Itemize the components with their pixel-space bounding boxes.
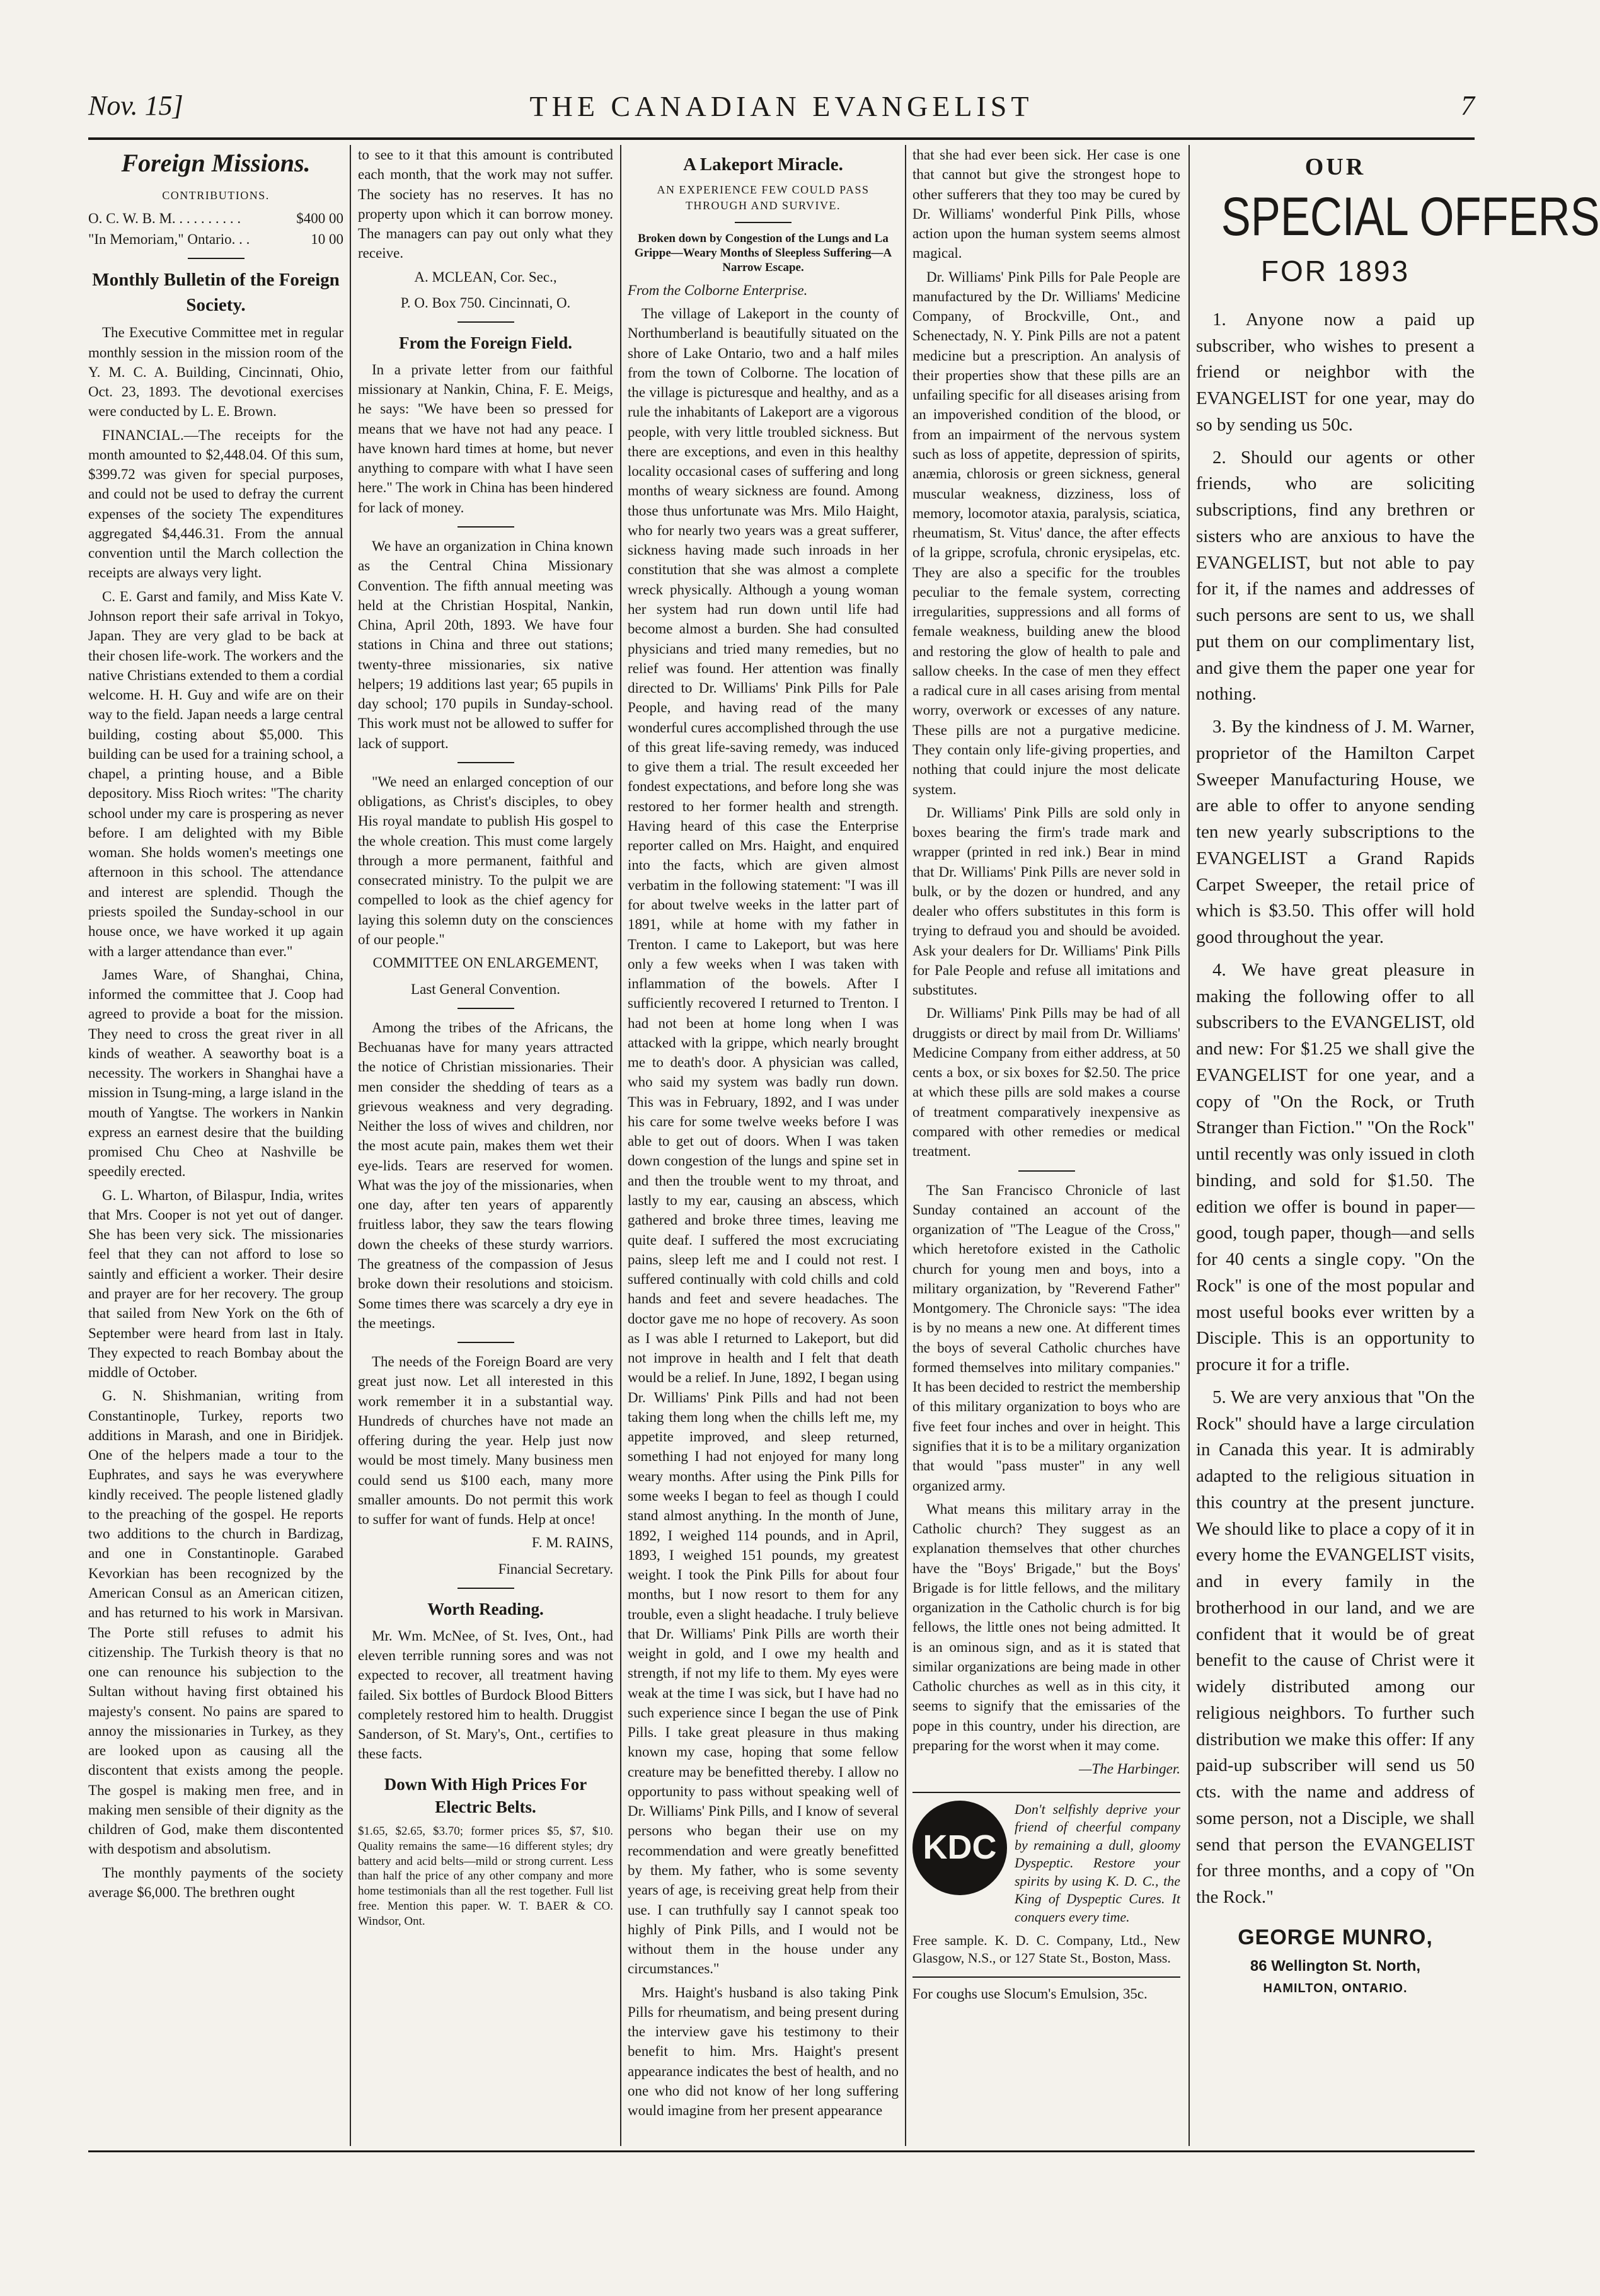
- column-lakeport-miracle: [628, 145, 899, 2146]
- article-title-bulletin: Monthly Bulletin of the Foreign Society.: [92, 270, 340, 315]
- offer-item: 1. Anyone now a paid up subscriber, who wishes to present a friend or neighbor with the EVANGELIST for one year, may do so by sending us 50c.: [1196, 309, 1475, 435]
- offer-item: 3. By the kindness of J. M. Warner, proprietor of the Hamilton Carpet Sweeper Manufacturing House, we are able to offer to anyone sending ten new yearly subscriptions to the EVANGELIST a Grand Rapids Carpet Sweeper, the retail price of which is $3.50. This offer will hold good throughout the year.: [1196, 717, 1475, 948]
- paragraph: to see to it that this amount is contributed each month, that the work may not suffer. The society has no reserves. It has no property upon which it can borrow money. The managers can pay out only what they receive.: [358, 147, 613, 262]
- contribution-row: "In Memoriam," Ontario. . . 10 00: [88, 231, 343, 248]
- paragraph: The Executive Committee met in regular monthly session in the mission room of the Y. M. C. A. Building, Cincinnati, Ohio, Oct. 23, 1893. The devotional exercises were conducted by L. E. Brown.: [88, 325, 343, 420]
- paragraph: The monthly payments of the society average $6,000. The brethren ought: [88, 1864, 343, 1900]
- paragraph: C. E. Garst and family, and Miss Kate V. Johnson report their safe arrival in Tokyo, Japan. They are very glad to be back at their chosen life-work. The workers and the native Christians extended to them a cordial welcome. H. H. Guy and wife are on their way to the field. Japan needs a large central building, costing about $5,000. This building can be used for a training school, a chapel, a printing house, and a Bible depository. Miss Rioch writes: "The charity school under my care is prospering as never before. I am delighted with my Bible woman. She holds women's meetings one afternoon in this school. The attendance and interest are splendid. Though the priests spoiled the Sunday-school in our house once, we have worked it up again with a larger attendance than ever.": [88, 588, 343, 959]
- signature-mclean: A. MCLEAN, Cor. Sec.,: [414, 268, 557, 285]
- contributions-title: CONTRIBUTIONS.: [162, 189, 270, 202]
- offers-heading-year: FOR 1893: [1260, 254, 1410, 287]
- paragraph: FINANCIAL.—The receipts for the month amounted to $2,448.04. Of this sum, $399.72 was given for special purposes, and could not be used to defray the current expenses of the society The expenditures aggregated $4,446.31. From the annual convention until the March collection the receipts are always very light.: [88, 427, 343, 581]
- paragraph: We have an organization in China known as the Central China Missionary Convention. The fifth annual meeting was held at the Christian Hospital, Nankin, China, April 20th, 1893. We have four stations in China and three out stations; twenty-three missionaries, six native helpers; 19 additions last year; 65 pupils in day school; 170 pupils in Sunday-school. This work must not be allowed to suffer for lack of support.: [358, 538, 613, 751]
- divider: [458, 762, 514, 763]
- section-heading-foreign-missions: Foreign Missions.: [121, 149, 311, 177]
- paragraph: Mr. Wm. McNee, of St. Ives, Ont., had eleven terrible running sores and was not expected to recover, all treatment having failed. Six bottles of Burdock Blood Bitters completely restored him to health. Druggist Sanderson, of St. Mary's, Ont., certifies to these facts.: [358, 1627, 613, 1762]
- column-rule: [1188, 145, 1190, 2146]
- paragraph: "We need an enlarged conception of our obligations, as Christ's disciples, to obey His royal mandate to publish His gospel to the whole creation. This must come largely through a more permanent, faithful and consecrated ministry. To the pulpit we are compelled to look as the chief agency for laying this solemn duty on the consciences of our people.": [358, 773, 613, 948]
- divider: [188, 258, 245, 259]
- offer-item: 4. We have great pleasure in making the following offer to all subscribers to the EVANGELIST, old and new: For $1.25 we shall give the EVANGELIST for one year, and a copy of "On the Rock, or Truth Stranger than Fiction." "On the Rock" until recently was only issued in cloth binding, and sold for $1.50. The edition we offer is bound in paper—good, tough paper, though—and sells for 40 cents a single copy. "On the Rock" is one of the most popular and most useful books ever written by a Disciple. This is an opportunity to procure it for a trifle.: [1196, 959, 1475, 1375]
- paragraph: Dr. Williams' Pink Pills are sold only in boxes bearing the firm's trade mark and wrapper (printed in red ink.) Bear in mind that Dr. Williams' Pink Pills are never sold in bulk, or by the dozen or hundred, and any dealer who offers substitutes in this form is trying to defraud you and should be avoided. Ask your dealers for Dr. Williams' Pink Pills for Pale People and refuse all imitations and substitutes.: [912, 804, 1180, 998]
- newspaper-title: THE CANADIAN EVANGELIST: [529, 90, 1033, 122]
- ad-electric-belts: $1.65, $2.65, $3.70; former prices $5, $7, $10. Quality remains the same—16 different styles; dry battery and acid belts—mild or strong current. Less than half the price of any other company and more home testimonials than all the rest together. Full list free. Mention this paper. W. T. BAER & CO. Windsor, Ont.: [358, 1825, 613, 1928]
- paragraph: The needs of the Foreign Board are very great just now. Let all interested in this work remember it in a substantial way. Hundreds of churches have not made an offering during the year. Help just now would be most timely. Many business men could send us $100 each, many more smaller amounts. Do not permit this work to suffer for want of funds. Help at once!: [358, 1354, 613, 1528]
- divider: [735, 222, 791, 223]
- divider: [458, 1008, 514, 1009]
- offers-heading-special: SPECIAL OFFERS: [1221, 186, 1600, 247]
- ad-kdc: [912, 1792, 1180, 1927]
- column-rule: [620, 145, 621, 2146]
- paragraph: In a private letter from our faithful missionary at Nankin, China, F. E. Meigs, he says: "We have been so pressed for means that we have not had any peace. I have known hard times at home, but never anything to compare with what I have seen here." The work in China has been hindered for lack of money.: [358, 361, 613, 516]
- offer-item: 2. Should our agents or other friends, who are soliciting subscriptions, find any brethren or sisters who are anxious to have the EVANGELIST, but not able to pay for it, if the names and addresses of such persons are sent to us, we shall put them on our complimentary list, and give them the paper one year for nothing.: [1196, 447, 1475, 705]
- paragraph: G. L. Wharton, of Bilaspur, India, writes that Mrs. Cooper is not yet out of danger. She has been very sick. The missionaries feel that they can not afford to lose so saintly and efficient a worker. Their desire and prayer are for her recovery. The group that sailed from New York on the 6th of September were heard from last in Italy. They expected to reach Bombay about the middle of October.: [88, 1187, 343, 1381]
- publisher-name: GEORGE MUNRO,: [1238, 1925, 1433, 1949]
- offers-heading-our: OUR: [1304, 154, 1366, 180]
- kdc-logo-icon: KDC: [912, 1801, 1007, 1895]
- article-deck: Broken down by Congestion of the Lungs and La Grippe—Weary Months of Sleepless Suffering—A Narrow Escape.: [634, 232, 892, 274]
- column-foreign-field: [358, 145, 613, 2146]
- divider: [458, 321, 514, 323]
- kdc-ad-text: Don't selfishly deprive your friend of cheerful company by remaining a dull, gloomy Dyspeptic. Restore your spirits by using K. D. C., the King of Dyspeptic Cures. It conquers every time.: [1015, 1801, 1180, 1925]
- paragraph: Among the tribes of the Africans, the Bechuanas have for many years attracted the notice of Christian missionaries. Their men consider the shedding of tears as a grievous weakness and very degrading. Neither the loss of wives and children, nor the most acute pain, makes them wet their eye-lids. Tears are reserved for women. What was the joy of the missionaries, when one day, after ten years of apparently fruitless labor, they saw the tears flowing down the cheeks of these sturdy warriors. The greatness of the compassion of Jesus broke down their resolutions and stoicism. Some times there was scarcely a dry eye in the meetings.: [358, 1019, 613, 1331]
- paragraph: The village of Lakeport in the county of Northumberland is beautifully situated on the shore of Lake Ontario, two and a half miles from the town of Colborne. The location of the village is picturesque and healthy, and as a rule the inhabitants of Lakeport are a vigorous people, with very little troubled sickness. But there are exceptions, and even in this healthy locality occasional cases of suffering and long months of weary sickness are found. Among those thus unfortunate was Mrs. Milo Haight, who for nearly two years was a great sufferer, sickness having made such inroads in her constitution that she was almost a complete wreck physically. Although a young woman her system had run down until life had become almost a burden. She had consulted physicians and tried many remedies, but no relief was found. Her attention was finally directed to Dr. Williams' Pink Pills for Pale People, and having read of the many wonderful cures accomplished through the use of this great life-saving remedy, was induced to give them a trial. The result exceeded her fondest expectations, and before long she was restored to her former health and strength. Having heard of this case the Enterprise reporter called on Mrs. Haight, and enquired into the facts, which are given almost verbatim in the following statement: "I was ill for about twelve weeks in the latter part of 1891, while at home with my father in Trenton. I came to Lakeport, but was here only a few weeks when I was taken with inflammation of the bowels. After I sufficiently recovered I returned to Trenton. I had not been at home long when I was attacked with la grippe, which nearly brought me to death's door. A physician was called, who said my system was badly run down. This was in February, 1892, and I was under his care for some twelve weeks before I was able to get out of doors. When I was taken down congestion of the lungs and spine set in and then the trouble went to my throat, and lastly to my ear, causing an abscess, which gathered and broke three times, leaving me quite deaf. I suffered the most excruciating pains, sleep left me and I could not rest. I suffered continually with cold chills and cold hands and feet and severe headaches. The doctor gave me no hope of recovery. As soon as I was able I returned to Lakeport, but did not improve in health and I felt that death would be a relief. In June, 1892, I began using Dr. Williams' Pink Pills and had not been taking them long when the chills left me, my appetite improved, and sleep returned, something I had not enjoyed for many long weary months. After using the Pink Pills for some weeks I began to feel as though I could stand almost anything. In the month of June, 1892, I weighed 114 pounds, and in April, 1893, I weighed 151 pounds, my greatest weight. I took the Pink Pills for about four months, but I now resort to them for any trouble, even a slight headache. I truly believe that Dr. Williams' Pink Pills are worth their weight in gold, and I owe my health and strength, if not my life to them. My eyes were weak at the time I was sick, but I have had no such experience since I began the use of Pink Pills. I take great pleasure in thus making known my case, hoping that some fellow creature may be benefitted thereby. I allow no opportunity to pass without speaking well of Dr. Williams' Pink Pills, and I know of several persons who began their use on my recommendation and were greatly benefitted by them. My father, who is some seventy years of age, is receiving great help from their use. I can truthfully say I cannot speak too highly of Pink Pills, and I would not be without them in the house under any circumstances.": [628, 306, 899, 1977]
- divider: [458, 1342, 514, 1343]
- paragraph: G. N. Shishmanian, writing from Constantinople, Turkey, reports two additions in Marash, and one in Biridjek. One of the helpers made a tour to the Euphrates, and says he was everywhere kindly received. The people listened gladly to the preaching of the gospel. He reports two additions to the church in Bardizag, and one in Constantinople. Garabed Kevorkian has been recognized by the American Consul as an American citizen, and has returned to his work in Marsivan. The Porte still refuses to admit his citizenship. The Turkish theory is that no one can renounce his subjection to the Sultan without having first obtained his majesty's consent. No pains are spared to annoy the missionaries in Turkey, as they are looked upon as causing all the discontent that exists among the people. The gospel is making men free, and in making men sensible of their dignity as the children of God, make them discontented with despotism and absolutism.: [88, 1388, 343, 1857]
- signature-rains-title: Financial Secretary.: [498, 1560, 613, 1577]
- issue-date: Nov. 15]: [88, 90, 183, 121]
- paragraph: Dr. Williams' Pink Pills for Pale People are manufactured by the Dr. Williams' Medicine Company, of Brockville, Ont., and Schenectady, N. Y. Pink Pills are not a patent medicine but a prescription. An analysis of their properties show that these pills are an unfailing specific for all diseases arising from an impoverished condition of the blood, or from an impairment of the nervous system such as loss of appetite, depression of spirits, anæmia, chlorosis or green sickness, general muscular weakness, dizziness, loss of memory, locomotor ataxia, paralysis, sciatica, rheumatism, St. Vitus' dance, the after effects of la grippe, scrofula, chronic erysipelas, etc. They are also a specific for the troubles peculiar to the female system, correcting irregularities, suppressions and all forms of female weakness, building anew the blood and restoring the glow of health to pale and sallow cheeks. In the case of men they effect a radical cure in all cases arising from mental worry, overwork or excesses of any nature. These pills are not a purgative medicine. They contain only life-giving properties, and nothing that could injure the most delicate system.: [912, 268, 1180, 797]
- publisher-city: HAMILTON, ONTARIO.: [1263, 1982, 1408, 1996]
- signature-rains: F. M. RAINS,: [531, 1535, 613, 1551]
- divider: [458, 1588, 514, 1589]
- paragraph: Mrs. Haight's husband is also taking Pink Pills for rheumatism, and being present during the interview gave his testimony to their benefit to him. Mrs. Haight's present appearance indicates the best of health, and no one who did not know of her long suffering would imagine from her present appearance: [628, 1984, 899, 2119]
- committee-subtitle: Last General Convention.: [411, 981, 560, 997]
- publisher-address: 86 Wellington St. North,: [1250, 1957, 1421, 1975]
- column-pink-pills: [912, 145, 1180, 2146]
- article-subtitle: AN EXPERIENCE FEW COULD PASS THROUGH AND SURVIVE.: [657, 183, 870, 212]
- column-special-offers: [1196, 145, 1600, 2146]
- contribution-row: O. C. W. B. M. . . . . . . . . . $400 00: [88, 210, 343, 226]
- masthead-rule: [88, 137, 1475, 140]
- page-number: 7: [1461, 90, 1475, 121]
- committee-signature: COMMITTEE ON ENLARGEMENT,: [372, 955, 599, 971]
- ad-title-electric-belts: Down With High Prices For Electric Belts.: [384, 1774, 587, 1817]
- ad-slocum: [912, 1976, 1180, 2004]
- signature-address: P. O. Box 750. Cincinnati, O.: [400, 294, 571, 311]
- article-title-worth-reading: Worth Reading.: [427, 1599, 544, 1618]
- paragraph: James Ware, of Shanghai, China, informed the committee that J. Coop had agreed to provide a boat for the mission. They need to cross the great river in all kinds of weather. A seaworthy boat is a necessity. The workers in Shanghai have a mission in Tsung-ming, a large island in the mouth of Yangtse. The workers in Nankin express an earnest desire that the building promised Chu Cheo at Nashville be speedily erected.: [88, 966, 343, 1180]
- source-harbinger: —The Harbinger.: [1078, 1761, 1180, 1777]
- paragraph: The San Francisco Chronicle of last Sunday contained an account of the organization of "The League of the Cross," which heretofore existed in the Catholic church for young men and boys, into a military organization, by "Reverend Father" Montgomery. The Chronicle says: "The idea is by no means a new one. At different times the boys of several Catholic churches have formed themselves into military companies." It has been decided to restrict the membership of this military organization to boys who are five feet four inches and over in height. This signifies that it is to be a military organization that would "pass muster" in any well organized army.: [912, 1182, 1180, 1494]
- bottom-rule: [88, 2150, 1475, 2152]
- column-rule: [905, 145, 906, 2146]
- masthead: [88, 89, 1475, 135]
- article-title-foreign-field: From the Foreign Field.: [399, 333, 572, 353]
- offer-item: 5. We are very anxious that "On the Rock" should have a large circulation in Canada this year. It is admirably adapted to the religious situation in this country at the present juncture. We should like to place a copy of it in every home the EVANGELIST visits, and in every family in the brotherhood in our land, and we are confident that it would be of great benefit to the cause of Christ were it widely distributed among our religious neighbors. To further such distribution we make this offer: If any paid-up subscriber will send us 50 cts. with the name and address of some person, not a Disciple, we shall send that person the EVANGELIST for three months, and a copy of "On the Rock.": [1196, 1387, 1475, 1908]
- paragraph: What means this military array in the Catholic church? They suggest as an explanation themselves that other churches have the "Boys' Brigade," but the Boys' Brigade is for little fellows, and the military organization in the Catholic church is for big fellows, the little ones not being admitted. It is an ominous sign, and as it is stated that similar organizations are being made in other Catholic churches as well as in this city, it seems to signify that the emissaries of the pope in this country, under his direction, are preparing for the worst when it may come.: [912, 1501, 1180, 1753]
- article-title-lakeport: A Lakeport Miracle.: [683, 154, 843, 175]
- divider: [458, 526, 514, 528]
- article-source: From the Colborne Enterprise.: [628, 282, 808, 298]
- paragraph: Dr. Williams' Pink Pills may be had of all druggists or direct by mail from Dr. Williams' Medicine Company from either address, at 50 cents a box, or six boxes for $2.50. The price at which these pills are sold makes a course of treatment comparatively inexpensive as compared with other remedies or medical treatment.: [912, 1005, 1180, 1160]
- slocum-text: For coughs use Slocum's Emulsion, 35c.: [912, 1985, 1148, 2002]
- kdc-ad-footer: Free sample. K. D. C. Company, Ltd., New Glasgow, N.S., or 127 State St., Boston, Mass.: [912, 1932, 1180, 1966]
- column-foreign-missions: [88, 145, 343, 2146]
- divider: [1018, 1170, 1075, 1172]
- paragraph: that she had ever been sick. Her case is one that cannot but give the strongest hope to other sufferers that they too may be cured by Dr. Williams' wonderful Pink Pills, whose action upon the human system seems almost magical.: [912, 147, 1180, 262]
- column-rule: [350, 145, 351, 2146]
